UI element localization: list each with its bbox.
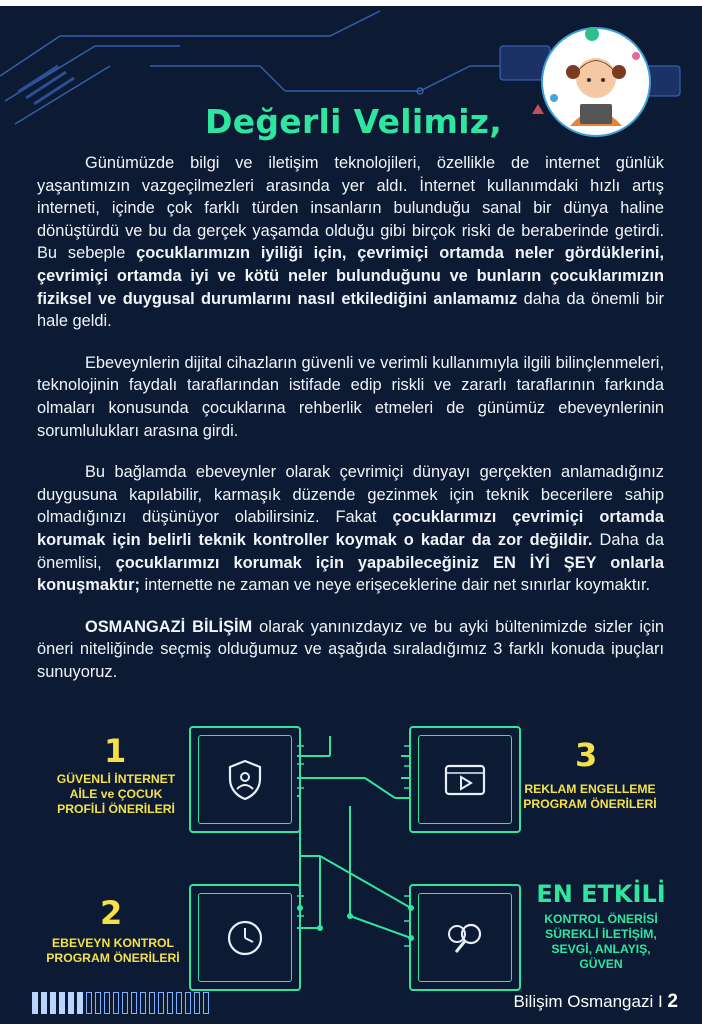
bold-text: OSMANGAZİ BİLİŞİM — [85, 617, 253, 636]
clock-icon — [225, 918, 265, 958]
tip-3-line: REKLAM ENGELLEME — [524, 782, 656, 796]
footer-label: Bilişim Osmangazi I — [513, 992, 668, 1011]
progress-segment — [50, 992, 56, 1014]
tip-3-label — [515, 782, 665, 812]
progress-segment — [41, 992, 47, 1014]
paragraph — [37, 616, 664, 684]
progress-segment — [86, 992, 92, 1014]
progress-segment — [32, 992, 38, 1014]
text-run: Ebeveynlerin dijital cihazların güvenli ve verimli kullanımıyla ilgili bilinçlenmeleri, teknolojinin faydalı taraflarından istifade edip riskli ve zararlı taraflarının farkında olmaları konusunda çocuklarına rehberlik etmeleri de günümüz ebeveynlerinin sorumlulukları arasına girdi. — [37, 353, 664, 440]
progress-segment — [185, 992, 191, 1014]
footer-text — [513, 991, 678, 1013]
progress-segment — [176, 992, 182, 1014]
tip-card-3 — [409, 726, 521, 833]
tip-3-number: 3 — [575, 736, 598, 774]
tip-2-label — [38, 936, 188, 966]
bold-text: çocuklarımızın iyiliği için, çevrimiçi ortamda neler gördüklerini, çevrimiçi ortamda iyi ve kötü neler bulunduğunu ve bunların çocuklarımızın fiziksel ve duygusal durumlarını nasıl etkilediğini anlamamız — [37, 244, 664, 308]
newsletter-page — [0, 6, 702, 1024]
progress-segment — [149, 992, 155, 1014]
text-run: daha da önemli bir hale geldi. — [37, 289, 664, 331]
tip-1-line: PROFİLİ ÖNERİLERİ — [57, 802, 175, 816]
tip-2-number: 2 — [100, 894, 123, 932]
progress-segment — [104, 992, 110, 1014]
magnifier-icon — [443, 918, 487, 958]
best-tip-line: KONTROL ÖNERİSİ — [544, 912, 658, 926]
best-tip-label — [522, 912, 680, 972]
progress-segment — [131, 992, 137, 1014]
progress-segment — [158, 992, 164, 1014]
progress-segment — [113, 992, 119, 1014]
text-run: Günümüzde bilgi ve iletişim teknolojileri, özellikle de internet günlük yaşantımızın vazgeçilmezleri arasında yer aldı. İnternet kullanımdaki hızlı artış interneti, içinde çok farklı türden insanların bulunduğu sanal bir dünya haline dönüştürdü ve bu da gerçek yaşamda olduğu gibi birçok riski de beraberinde getirdi. Bu sebeple — [37, 154, 664, 263]
tip-card-1 — [189, 726, 301, 833]
tip-1-label — [46, 772, 186, 817]
progress-segment — [140, 992, 146, 1014]
page-title: Değerli Velimiz, — [205, 102, 503, 141]
progress-segment — [203, 992, 209, 1014]
progress-segment — [122, 992, 128, 1014]
tip-1-line: AİLE ve ÇOCUK — [69, 787, 163, 801]
page-progress-indicator — [32, 992, 209, 1014]
text-run: Bu bağlamda ebeveynler olarak çevrimiçi dünyayı gerçekten anlamadığınız duygusuna kapılabilir, karmaşık düzende gezinmek için teknik becerilere sahip olmadığınızı düşünüyor olabilirsiniz. Fakat — [37, 463, 664, 527]
paragraph — [37, 152, 664, 333]
paragraph — [37, 461, 664, 597]
progress-segment — [59, 992, 65, 1014]
progress-segment — [194, 992, 200, 1014]
tip-2-line: PROGRAM ÖNERİLERİ — [46, 951, 180, 965]
tip-card-2 — [189, 884, 301, 991]
best-tip-line: GÜVEN — [579, 957, 623, 971]
text-run: olarak yanınızdayız ve bu ayki bültenimizde sizler için öneri niteliğinde seçmiş olduğumuz ve aşağıda sıraladığımız 3 farklı konuda ipuçları sunuyoruz. — [37, 617, 664, 681]
tip-1-number: 1 — [104, 732, 127, 770]
paragraph — [37, 352, 664, 442]
video-player-icon — [443, 762, 487, 798]
progress-segment — [167, 992, 173, 1014]
shield-user-icon — [225, 758, 265, 802]
tip-3-line: PROGRAM ÖNERİLERİ — [523, 797, 657, 811]
tip-1-line: GÜVENLİ İNTERNET — [56, 772, 176, 786]
best-tip-line: SEVGİ, ANLAYIŞ, — [551, 942, 651, 956]
best-tip-line: SÜREKLİ İLETİŞİM, — [545, 927, 657, 941]
best-tip-title: EN ETKİLİ — [536, 880, 666, 908]
text-run: Daha da önemlisi, — [37, 530, 664, 572]
tip-card-best — [409, 884, 521, 991]
girl-with-tablet-illustration — [540, 26, 652, 138]
progress-segment — [77, 992, 83, 1014]
tip-2-line: EBEVEYN KONTROL — [52, 936, 174, 950]
progress-segment — [68, 992, 74, 1014]
intro-text — [37, 152, 664, 702]
text-run: internette ne zaman ve neye erişeceklerine dair net sınırlar koymaktır. — [139, 576, 651, 595]
page-number: 2 — [667, 991, 678, 1012]
bold-text: çocuklarımızı çevrimiçi ortamda korumak için belirli teknik kontroller koymak o kadar da zor değildir. — [37, 508, 665, 549]
bold-text: çocuklarımızı korumak için yapabileceğiniz EN İYİ ŞEY onlarla konuşmaktır; — [37, 553, 664, 595]
progress-segment — [95, 992, 101, 1014]
